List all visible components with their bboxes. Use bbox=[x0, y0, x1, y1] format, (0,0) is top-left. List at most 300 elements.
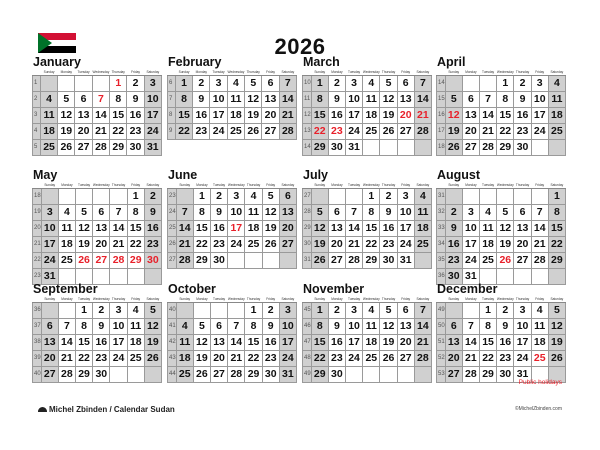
day-cell: 3 bbox=[345, 76, 362, 92]
day-cell: 25 bbox=[363, 351, 380, 367]
week-number: 18 bbox=[437, 140, 446, 156]
day-cell: 1 bbox=[110, 76, 127, 92]
day-cell: 21 bbox=[92, 124, 109, 140]
week-number: 50 bbox=[437, 319, 446, 335]
day-cell: 25 bbox=[531, 351, 548, 367]
day-cell: 31 bbox=[514, 367, 531, 383]
day-cell: 9 bbox=[144, 205, 161, 221]
day-cell: 28 bbox=[414, 351, 431, 367]
day-cell: 29 bbox=[75, 367, 92, 383]
empty-cell bbox=[40, 76, 57, 92]
day-cell: 19 bbox=[445, 124, 462, 140]
day-cell: 29 bbox=[193, 253, 210, 269]
day-cell: 4 bbox=[127, 303, 144, 319]
week-number: 40 bbox=[33, 367, 42, 383]
weekday-label: Thursday bbox=[515, 297, 530, 301]
day-cell: 5 bbox=[144, 303, 161, 319]
day-cell: 20 bbox=[210, 351, 227, 367]
day-cell: 15 bbox=[479, 335, 496, 351]
day-cell: 9 bbox=[193, 92, 210, 108]
day-cell: 19 bbox=[144, 335, 161, 351]
empty-cell bbox=[514, 189, 531, 205]
day-cell: 21 bbox=[345, 237, 362, 253]
weekday-label: Sunday bbox=[176, 297, 193, 303]
month-grid bbox=[167, 70, 297, 140]
empty-cell bbox=[380, 140, 397, 156]
day-cell: 29 bbox=[110, 140, 127, 156]
week-number: 26 bbox=[168, 237, 177, 253]
weekday-label: Tuesday bbox=[210, 183, 227, 189]
day-cell: 8 bbox=[245, 319, 262, 335]
empty-cell bbox=[75, 76, 92, 92]
day-cell: 18 bbox=[363, 108, 380, 124]
weekday-label: Sunday bbox=[445, 183, 462, 189]
day-cell: 22 bbox=[175, 124, 192, 140]
day-cell: 7 bbox=[462, 319, 479, 335]
day-cell: 15 bbox=[363, 221, 380, 237]
day-cell: 28 bbox=[58, 367, 75, 383]
weekday-label: Monday bbox=[462, 183, 479, 189]
month-name: June bbox=[168, 168, 198, 182]
day-cell: 7 bbox=[58, 319, 75, 335]
day-cell: 17 bbox=[531, 108, 548, 124]
day-cell: 20 bbox=[279, 221, 296, 237]
day-cell: 21 bbox=[479, 124, 496, 140]
day-cell: 5 bbox=[380, 76, 397, 92]
week-number: 40 bbox=[168, 303, 177, 319]
empty-cell bbox=[110, 367, 127, 383]
day-cell: 28 bbox=[531, 253, 548, 269]
week-row bbox=[33, 140, 162, 156]
day-cell: 6 bbox=[397, 76, 414, 92]
day-cell: 21 bbox=[462, 351, 479, 367]
week-row bbox=[437, 303, 566, 319]
day-cell: 24 bbox=[228, 237, 245, 253]
day-cell: 3 bbox=[514, 303, 531, 319]
day-cell: 24 bbox=[514, 351, 531, 367]
weekday-label: Friday bbox=[127, 70, 144, 76]
weekday-label: Tuesday bbox=[75, 297, 92, 303]
empty-cell bbox=[380, 367, 397, 383]
day-cell: 22 bbox=[127, 237, 144, 253]
day-cell: 1 bbox=[479, 303, 496, 319]
weekday-label: Monday bbox=[328, 183, 345, 189]
empty-cell bbox=[397, 140, 414, 156]
empty-cell bbox=[176, 303, 193, 319]
empty-cell bbox=[58, 303, 75, 319]
weekday-label: Wednesday bbox=[496, 297, 514, 301]
week-row bbox=[437, 221, 566, 237]
weekday-label: Wednesday bbox=[227, 297, 245, 301]
week-number: 18 bbox=[33, 189, 42, 205]
day-cell: 14 bbox=[279, 92, 296, 108]
month-name: July bbox=[303, 168, 329, 182]
week-row bbox=[303, 124, 432, 140]
empty-cell bbox=[41, 189, 58, 205]
day-cell: 27 bbox=[397, 124, 414, 140]
day-cell: 20 bbox=[397, 335, 414, 351]
day-cell: 26 bbox=[548, 351, 565, 367]
month-grid bbox=[32, 183, 162, 285]
day-cell: 16 bbox=[93, 335, 110, 351]
day-cell: 4 bbox=[227, 76, 244, 92]
day-cell: 29 bbox=[127, 253, 144, 269]
weekday-label: Tuesday bbox=[345, 70, 362, 76]
day-cell: 10 bbox=[210, 92, 227, 108]
week-number: 23 bbox=[168, 189, 177, 205]
weekday-label: Wednesday bbox=[362, 297, 380, 301]
day-cell: 19 bbox=[58, 124, 75, 140]
day-cell: 18 bbox=[363, 335, 380, 351]
empty-cell bbox=[462, 76, 479, 92]
day-cell: 8 bbox=[127, 205, 144, 221]
day-cell: 23 bbox=[144, 237, 161, 253]
day-cell: 27 bbox=[279, 237, 296, 253]
day-cell: 31 bbox=[397, 253, 414, 269]
weekday-label: Tuesday bbox=[479, 297, 496, 303]
empty-cell bbox=[262, 253, 279, 269]
day-cell: 23 bbox=[497, 351, 514, 367]
month-february bbox=[167, 55, 297, 140]
day-cell: 3 bbox=[110, 303, 127, 319]
day-cell: 18 bbox=[176, 351, 193, 367]
day-cell: 8 bbox=[193, 205, 210, 221]
week-number: 19 bbox=[33, 205, 42, 221]
weekday-label: Wednesday bbox=[496, 183, 514, 187]
month-grid bbox=[32, 297, 162, 383]
weekday-label: Monday bbox=[58, 297, 75, 303]
day-cell: 9 bbox=[380, 205, 397, 221]
day-cell: 23 bbox=[328, 124, 345, 140]
weekday-label: Sunday bbox=[41, 297, 58, 303]
week-number: 38 bbox=[33, 335, 42, 351]
weekday-label: Wednesday bbox=[92, 70, 110, 74]
week-number: 12 bbox=[303, 108, 312, 124]
month-name: September bbox=[33, 282, 98, 296]
week-row bbox=[33, 92, 162, 108]
day-cell: 5 bbox=[75, 205, 92, 221]
weekday-label: Tuesday bbox=[210, 70, 227, 76]
weekday-label: Sunday bbox=[175, 70, 192, 76]
day-cell: 17 bbox=[210, 108, 227, 124]
day-cell: 22 bbox=[193, 237, 210, 253]
weekday-label: Friday bbox=[127, 183, 144, 189]
day-cell: 20 bbox=[93, 237, 110, 253]
day-cell: 12 bbox=[311, 221, 328, 237]
day-cell: 25 bbox=[414, 237, 431, 253]
week-row bbox=[437, 205, 566, 221]
week-number: 46 bbox=[303, 319, 312, 335]
day-cell: 14 bbox=[58, 335, 75, 351]
day-cell: 29 bbox=[311, 140, 328, 156]
month-grid bbox=[302, 183, 432, 269]
day-cell: 18 bbox=[531, 335, 548, 351]
day-cell: 3 bbox=[41, 205, 58, 221]
weekday-label: Friday bbox=[397, 297, 414, 303]
day-cell: 6 bbox=[279, 189, 296, 205]
empty-cell bbox=[245, 253, 262, 269]
day-cell: 1 bbox=[175, 76, 192, 92]
week-row bbox=[33, 76, 162, 92]
day-cell: 20 bbox=[41, 351, 58, 367]
day-cell: 31 bbox=[345, 140, 362, 156]
day-cell: 5 bbox=[497, 205, 514, 221]
day-cell: 28 bbox=[228, 367, 245, 383]
day-cell: 30 bbox=[380, 253, 397, 269]
day-cell: 24 bbox=[462, 253, 479, 269]
weekday-label: Friday bbox=[531, 297, 548, 303]
day-cell: 10 bbox=[41, 221, 58, 237]
weekday-label: Friday bbox=[531, 183, 548, 189]
day-cell: 27 bbox=[462, 140, 479, 156]
day-cell: 27 bbox=[262, 124, 279, 140]
day-cell: 16 bbox=[127, 108, 144, 124]
empty-cell bbox=[345, 189, 362, 205]
day-cell: 26 bbox=[311, 253, 328, 269]
month-september bbox=[32, 282, 162, 383]
day-cell: 7 bbox=[228, 319, 245, 335]
day-cell: 30 bbox=[93, 367, 110, 383]
week-number: 4 bbox=[33, 124, 41, 140]
empty-cell bbox=[127, 367, 144, 383]
week-number: 11 bbox=[303, 92, 312, 108]
day-cell: 1 bbox=[245, 303, 262, 319]
week-number: 1 bbox=[33, 76, 41, 92]
weekday-label: Sunday bbox=[311, 297, 328, 303]
footer-credit bbox=[38, 405, 175, 414]
month-november bbox=[302, 282, 432, 383]
day-cell: 30 bbox=[328, 140, 345, 156]
day-cell: 10 bbox=[279, 319, 296, 335]
day-cell: 16 bbox=[497, 335, 514, 351]
week-row bbox=[33, 367, 162, 383]
day-cell: 26 bbox=[75, 253, 92, 269]
week-row bbox=[303, 367, 432, 383]
week-number: 30 bbox=[303, 237, 312, 253]
weekday-label: Monday bbox=[193, 183, 210, 189]
week-number: 36 bbox=[437, 269, 446, 285]
day-cell: 15 bbox=[245, 335, 262, 351]
week-row bbox=[168, 92, 297, 108]
week-number: 36 bbox=[33, 303, 42, 319]
day-cell: 31 bbox=[41, 269, 58, 285]
day-cell: 31 bbox=[279, 367, 296, 383]
day-cell: 10 bbox=[345, 92, 362, 108]
month-name: May bbox=[33, 168, 58, 182]
day-cell: 8 bbox=[311, 319, 328, 335]
week-number: 20 bbox=[33, 221, 42, 237]
week-number: 43 bbox=[168, 351, 177, 367]
weekday-label: Wednesday bbox=[496, 70, 514, 74]
empty-cell bbox=[462, 303, 479, 319]
week-row bbox=[168, 124, 297, 140]
day-cell: 14 bbox=[176, 221, 193, 237]
day-cell: 11 bbox=[245, 205, 262, 221]
empty-cell bbox=[531, 140, 548, 156]
day-cell: 14 bbox=[110, 221, 127, 237]
day-cell: 2 bbox=[193, 76, 210, 92]
day-cell: 26 bbox=[58, 140, 75, 156]
month-may bbox=[32, 168, 162, 285]
empty-cell bbox=[279, 253, 296, 269]
day-cell: 7 bbox=[92, 92, 109, 108]
day-cell: 6 bbox=[262, 76, 279, 92]
day-cell: 2 bbox=[328, 303, 345, 319]
day-cell: 29 bbox=[497, 140, 514, 156]
week-number: 32 bbox=[437, 205, 446, 221]
day-cell: 7 bbox=[414, 76, 431, 92]
week-number: 39 bbox=[33, 351, 42, 367]
day-cell: 18 bbox=[127, 335, 144, 351]
day-cell: 19 bbox=[75, 237, 92, 253]
week-row bbox=[33, 108, 162, 124]
week-number: 44 bbox=[168, 367, 177, 383]
day-cell: 9 bbox=[328, 92, 345, 108]
day-cell: 13 bbox=[93, 221, 110, 237]
day-cell: 4 bbox=[363, 303, 380, 319]
day-cell: 21 bbox=[228, 351, 245, 367]
day-cell: 3 bbox=[397, 189, 414, 205]
day-cell: 3 bbox=[210, 76, 227, 92]
week-row bbox=[303, 205, 432, 221]
day-cell: 26 bbox=[445, 140, 462, 156]
day-cell: 18 bbox=[245, 221, 262, 237]
day-cell: 26 bbox=[193, 367, 210, 383]
empty-cell bbox=[445, 303, 462, 319]
week-row bbox=[168, 205, 297, 221]
week-number: 47 bbox=[303, 335, 312, 351]
day-cell: 24 bbox=[345, 124, 362, 140]
day-cell: 22 bbox=[311, 351, 328, 367]
empty-cell bbox=[531, 189, 548, 205]
day-cell: 30 bbox=[127, 140, 144, 156]
weekday-label: Thursday bbox=[515, 70, 530, 74]
month-grid bbox=[436, 297, 566, 383]
week-number: 42 bbox=[168, 335, 177, 351]
weekday-label: Saturday bbox=[144, 70, 161, 76]
day-cell: 25 bbox=[176, 367, 193, 383]
day-cell: 17 bbox=[397, 221, 414, 237]
day-cell: 11 bbox=[414, 205, 431, 221]
day-cell: 11 bbox=[227, 92, 244, 108]
day-cell: 15 bbox=[75, 335, 92, 351]
day-cell: 26 bbox=[144, 351, 161, 367]
day-cell: 9 bbox=[262, 319, 279, 335]
day-cell: 4 bbox=[40, 92, 57, 108]
weekday-label: Monday bbox=[58, 183, 75, 189]
empty-cell bbox=[176, 189, 193, 205]
month-name: March bbox=[303, 55, 340, 69]
day-cell: 21 bbox=[414, 108, 431, 124]
week-row bbox=[303, 92, 432, 108]
day-cell: 5 bbox=[262, 189, 279, 205]
day-cell: 13 bbox=[328, 221, 345, 237]
week-number: 31 bbox=[303, 253, 312, 269]
day-cell: 31 bbox=[462, 269, 479, 285]
week-number: 27 bbox=[168, 253, 177, 269]
week-row bbox=[303, 303, 432, 319]
empty-cell bbox=[228, 253, 245, 269]
day-cell: 18 bbox=[479, 237, 496, 253]
weekday-label: Monday bbox=[462, 297, 479, 303]
day-cell: 9 bbox=[127, 92, 144, 108]
empty-cell bbox=[414, 367, 431, 383]
empty-cell bbox=[479, 76, 496, 92]
day-cell: 22 bbox=[548, 237, 565, 253]
day-cell: 6 bbox=[462, 92, 479, 108]
day-cell: 19 bbox=[262, 221, 279, 237]
week-number: 10 bbox=[303, 76, 312, 92]
day-cell: 19 bbox=[548, 335, 565, 351]
weekday-label: Thursday bbox=[381, 297, 396, 301]
day-cell: 5 bbox=[245, 76, 262, 92]
day-cell: 2 bbox=[262, 303, 279, 319]
week-row bbox=[168, 221, 297, 237]
day-cell: 27 bbox=[75, 140, 92, 156]
footer-website: ©MichelZbinden.com bbox=[514, 406, 562, 412]
empty-cell bbox=[414, 253, 431, 269]
day-cell: 26 bbox=[380, 351, 397, 367]
day-cell: 27 bbox=[210, 367, 227, 383]
weekday-label: Wednesday bbox=[362, 183, 380, 187]
day-cell: 6 bbox=[514, 205, 531, 221]
empty-cell bbox=[58, 189, 75, 205]
day-cell: 11 bbox=[40, 108, 57, 124]
empty-cell bbox=[497, 189, 514, 205]
day-cell: 28 bbox=[279, 124, 296, 140]
day-cell: 18 bbox=[414, 221, 431, 237]
day-cell: 15 bbox=[110, 108, 127, 124]
day-cell: 10 bbox=[462, 221, 479, 237]
weekday-label: Sunday bbox=[40, 70, 57, 76]
day-cell: 20 bbox=[75, 124, 92, 140]
day-cell: 7 bbox=[279, 76, 296, 92]
day-cell: 7 bbox=[110, 205, 127, 221]
weekday-label: Tuesday bbox=[479, 70, 496, 76]
weekday-label: Monday bbox=[58, 70, 75, 76]
day-cell: 26 bbox=[262, 237, 279, 253]
week-number: 7 bbox=[168, 92, 176, 108]
month-december bbox=[436, 282, 566, 383]
week-row bbox=[303, 335, 432, 351]
day-cell: 12 bbox=[497, 221, 514, 237]
day-cell: 13 bbox=[397, 319, 414, 335]
day-cell: 12 bbox=[193, 335, 210, 351]
weekday-label: Monday bbox=[328, 297, 345, 303]
day-cell: 16 bbox=[193, 108, 210, 124]
month-name: December bbox=[437, 282, 498, 296]
day-cell: 13 bbox=[397, 92, 414, 108]
day-cell: 5 bbox=[548, 303, 565, 319]
week-row bbox=[33, 205, 162, 221]
day-cell: 1 bbox=[193, 189, 210, 205]
day-cell: 12 bbox=[548, 319, 565, 335]
day-cell: 28 bbox=[414, 124, 431, 140]
day-cell: 6 bbox=[328, 205, 345, 221]
week-number: 3 bbox=[33, 108, 41, 124]
day-cell: 5 bbox=[193, 319, 210, 335]
empty-cell bbox=[311, 189, 328, 205]
day-cell: 17 bbox=[41, 237, 58, 253]
day-cell: 10 bbox=[110, 319, 127, 335]
week-row bbox=[33, 335, 162, 351]
empty-cell bbox=[397, 367, 414, 383]
weekday-label: Tuesday bbox=[75, 183, 92, 189]
day-cell: 12 bbox=[380, 92, 397, 108]
day-cell: 4 bbox=[176, 319, 193, 335]
empty-cell bbox=[363, 140, 380, 156]
empty-cell bbox=[58, 76, 75, 92]
